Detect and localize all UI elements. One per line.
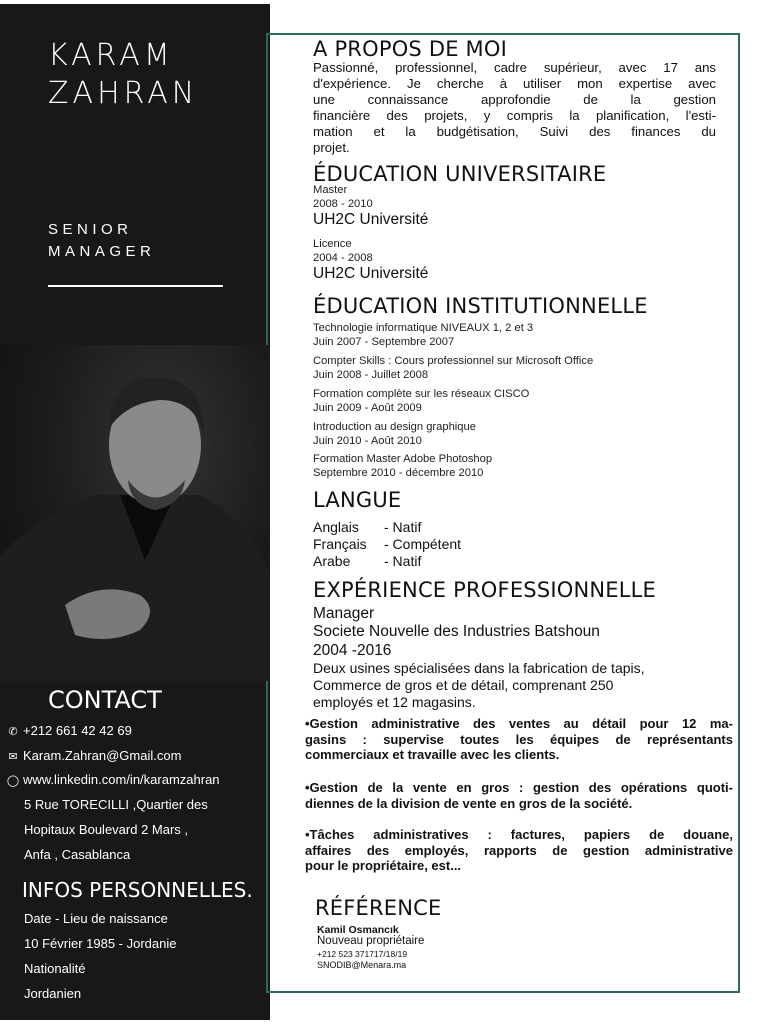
course-dates: Juin 2007 - Septembre 2007 <box>313 336 455 348</box>
contact-phone: +212 661 42 42 69 <box>23 723 132 738</box>
experience-bullet: •Tâches administratives : factures, papiers de douane, affaires des employés, rapports de gestion administrative pour le propriétaire, est... <box>305 827 733 873</box>
globe-icon: ◯ <box>6 775 20 787</box>
course-title: Formation complète sur les réseaux CISCO <box>313 388 530 400</box>
personal-line: Date - Lieu de naissance <box>24 911 168 926</box>
course-title: Formation Master Adobe Photoshop <box>313 453 493 465</box>
course-title: Compter Skills : Cours professionnel sur Microsoft Office <box>313 355 594 367</box>
languages-heading: LANGUE <box>313 488 402 512</box>
reference-name: Kamil Osmancık <box>317 924 399 936</box>
language-name: Anglais <box>313 519 359 535</box>
degree: Licence <box>313 238 352 250</box>
personal-line: Nationalité <box>24 961 86 976</box>
course-title: Technologie informatique NIVEAUX 1, 2 et 3 <box>313 322 534 334</box>
address-line: Anfa , Casablanca <box>24 847 131 862</box>
course-dates: Juin 2010 - Août 2010 <box>313 435 422 447</box>
language-level: - Natif <box>384 553 422 569</box>
reference-phone: +212 523 371717/18/19 <box>317 949 408 959</box>
personal-heading: INFOS PERSONNELLES. <box>22 878 253 902</box>
experience-heading: EXPÉRIENCE PROFESSIONNELLE <box>313 578 657 602</box>
reference-email[interactable]: SNODIB@Menara.ma <box>317 960 407 970</box>
degree: Master <box>313 184 348 196</box>
phone-icon: ✆ <box>8 726 18 738</box>
contact-email: Karam.Zahran@Gmail.com <box>23 748 182 763</box>
personal-line: 10 Février 1985 - Jordanie <box>24 936 177 951</box>
course-dates: Septembre 2010 - décembre 2010 <box>313 467 484 479</box>
experience-bullet: •Gestion de la vente en gros : gestion des opérations quoti- diennes de la division de vente en gros de la société. <box>305 780 733 811</box>
last-name: ZAHRAN <box>48 76 199 111</box>
email-icon: ✉ <box>8 751 18 763</box>
education-univ-heading: ÉDUCATION UNIVERSITAIRE <box>313 162 607 186</box>
degree-years: 2008 - 2010 <box>313 198 373 210</box>
education-inst-heading: ÉDUCATION INSTITUTIONNELLE <box>313 294 648 318</box>
course-dates: Juin 2008 - Juillet 2008 <box>313 369 429 381</box>
address-line: 5 Rue TORECILLI ,Quartier des <box>24 797 208 812</box>
school: UH2C Université <box>313 211 429 228</box>
language-name: Français <box>313 536 367 552</box>
experience-period: 2004 -2016 <box>313 642 392 659</box>
contact-linkedin-row[interactable] <box>6 772 220 787</box>
job-title-line2: MANAGER <box>48 243 156 260</box>
job-title-line1: SENIOR <box>48 221 133 238</box>
contact-email-row[interactable] <box>6 748 181 763</box>
degree-years: 2004 - 2008 <box>313 252 373 264</box>
contact-heading: CONTACT <box>48 686 162 714</box>
experience-desc: Deux usines spécialisées dans la fabrication de tapis, <box>313 660 645 676</box>
profile-photo <box>0 345 270 681</box>
reference-role: Nouveau propriétaire <box>317 935 425 947</box>
title-divider <box>48 285 223 287</box>
language-level: - Compétent <box>384 536 462 552</box>
contact-linkedin: www.linkedin.com/in/karamzahran <box>23 772 220 787</box>
language-level: - Natif <box>384 519 422 535</box>
first-name: KARAM <box>48 38 174 73</box>
experience-desc: employés et 12 magasins. <box>313 694 476 710</box>
school: UH2C Université <box>313 265 429 282</box>
course-title: Introduction au design graphique <box>313 421 476 433</box>
experience-company: Societe Nouvelle des Industries Batshoun <box>313 623 600 640</box>
reference-heading: RÉFÉRENCE <box>315 896 442 920</box>
experience-role: Manager <box>313 605 375 622</box>
experience-bullet: •Gestion administrative des ventes au détail pour 12 ma- gasins : supervise toutes les équipes de représentants commerciaux et travaille avec les clients. <box>305 716 733 762</box>
about-text: Passionné, professionnel, cadre supérieur, avec 17 ans d'expérience. Je cherche à utiliser mon expertise avec une connaissance approfondie de la gestion financière des projets, y compris la planification, l'esti- mation et la budgétisation, Suivi des finances du projet. <box>313 60 716 155</box>
about-heading: A PROPOS DE MOI <box>313 37 507 61</box>
contact-phone-row[interactable] <box>6 723 132 738</box>
personal-line: Jordanien <box>24 986 82 1001</box>
language-name: Arabe <box>313 553 351 569</box>
experience-desc: Commerce de gros et de détail, comprenant 250 <box>313 677 614 693</box>
address-line: Hopitaux Boulevard 2 Mars , <box>24 822 189 837</box>
course-dates: Juin 2009 - Août 2009 <box>313 402 422 414</box>
